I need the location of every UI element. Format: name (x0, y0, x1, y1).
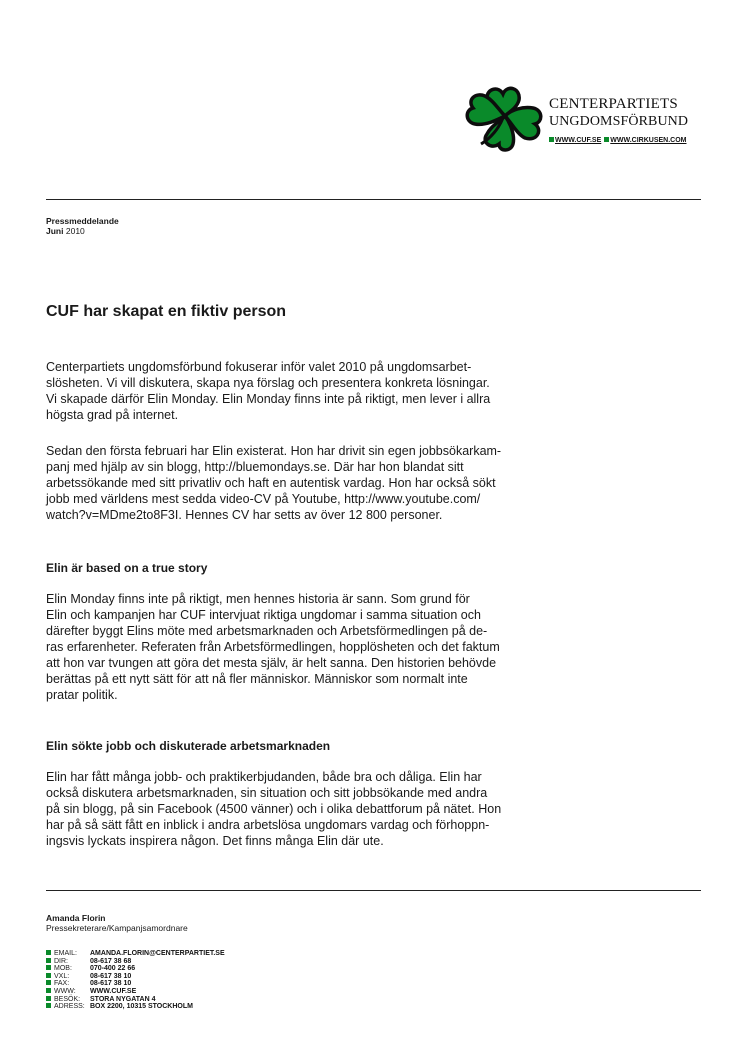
text-line: Elin Monday finns inte på riktigt, men hennes historia är sann. Som grund för (46, 592, 470, 606)
text-line: på sin blogg, på sin Facebook (4500 vänner) och i olika debattforum på nätet. Hon (46, 802, 502, 816)
text-line: panj med hjälp av sin blogg, http://bluemondays.se. Där har hon blandat sitt (46, 460, 464, 474)
date-month: Juni (46, 226, 64, 236)
contact-row-vxl (46, 973, 225, 981)
page-title: CUF har skapat en fiktiv person (46, 303, 287, 320)
contact-row-dir (46, 958, 225, 966)
green-square-icon (46, 950, 51, 955)
text-line: att hon var tvungen att göra det mesta själv, är helt sanna. Den historien behövde (46, 656, 497, 670)
section-paragraph-job-search (46, 769, 546, 849)
contact-value: BOX 2200, 10315 STOCKHOLM (90, 1003, 193, 1011)
contact-value[interactable]: AMANDA.FLORIN@CENTERPARTIET.SE (90, 950, 225, 957)
contact-list (46, 950, 225, 1011)
contact-label: ADRESS: (54, 1003, 85, 1011)
green-square-icon (46, 973, 51, 978)
contact-label: FAX: (54, 980, 70, 988)
contact-row-visit (46, 996, 225, 1004)
green-square-icon (46, 1003, 51, 1008)
text-line: ingsvis lyckats inspirera någon. Det finns många Elin där ute. (46, 834, 384, 848)
text-line: berättas på ett nytt sätt för att nå fler människor. Människor som normalt inte (46, 672, 468, 686)
document-type: Pressmeddelande (46, 216, 119, 226)
contact-value: 08-617 38 68 (90, 957, 132, 965)
green-square-icon (549, 137, 554, 142)
contact-row-email (46, 950, 225, 958)
section-heading-true-story: Elin är based on a true story (46, 561, 208, 575)
green-square-icon (604, 137, 609, 142)
green-square-icon (46, 965, 51, 970)
text-line: har på så sätt fått en inblick i andra arbetslösa ungdomars vardag och förhoppn- (46, 818, 490, 832)
four-leaf-clover-icon (463, 80, 547, 156)
link-cuf[interactable]: WWW.CUF.SE (555, 137, 602, 144)
text-line: jobb med världens mest sedda video-CV på Youtube, http://www.youtube.com/ (46, 492, 481, 506)
signature-name: Amanda Florin (46, 913, 106, 923)
text-line: Elin och kampanjen har CUF intervjuat riktiga ungdomar i samma situation och (46, 608, 481, 622)
link-cirkusen[interactable]: WWW.CIRKUSEN.COM (610, 137, 687, 144)
text-line: slösheten. Vi vill diskutera, skapa nya förslag och presentera konkreta lösningar. (46, 376, 490, 390)
green-square-icon (46, 996, 51, 1001)
text-line: högsta grad på internet. (46, 408, 179, 422)
text-line: också diskutera arbetsmarknaden, sin situation och sitt jobbsökande med andra (46, 786, 488, 800)
contact-row-mob (46, 965, 225, 973)
section-heading-job-search: Elin sökte jobb och diskuterade arbetsmarknaden (46, 739, 331, 753)
contact-row-www (46, 988, 225, 996)
header-links (549, 137, 690, 144)
green-square-icon (46, 988, 51, 993)
text-line: därefter byggt Elins möte med arbetsmarknaden och Arbetsförmedlingen på de- (46, 624, 488, 638)
document-date (46, 227, 85, 236)
contact-row-fax (46, 980, 225, 988)
contact-value: 08-617 38 10 (90, 980, 132, 988)
body-paragraph-2 (46, 443, 546, 523)
org-name-line1: CENTERPARTIETS (549, 96, 678, 112)
contact-label: EMAIL: (54, 950, 77, 957)
contact-value: 08-617 38 10 (90, 972, 132, 980)
contact-label: DIR: (54, 957, 68, 965)
intro-paragraph (46, 359, 546, 423)
text-line: Elin har fått många jobb- och praktikerbjudanden, både bra och dåliga. Elin har (46, 770, 482, 784)
contact-row-address (46, 1003, 225, 1011)
contact-label: MOB: (54, 965, 72, 973)
contact-value: STORA NYGATAN 4 (90, 995, 156, 1003)
text-line: Sedan den första februari har Elin existerat. Hon har drivit sin egen jobbsökarkam- (46, 444, 502, 458)
bottom-divider (46, 890, 701, 891)
top-divider (46, 199, 701, 200)
contact-value[interactable]: WWW.CUF.SE (90, 987, 137, 995)
text-line: watch?v=MDme2to8F3I. Hennes CV har setts av över 12 800 personer. (46, 508, 443, 522)
contact-label: BESÖK: (54, 995, 81, 1003)
org-name-line2: UNGDOMSFÖRBUND (549, 114, 689, 129)
contact-label: WWW: (54, 987, 76, 995)
section-paragraph-true-story (46, 591, 546, 703)
contact-label: VXL: (54, 972, 70, 980)
green-square-icon (46, 980, 51, 985)
text-line: Centerpartiets ungdomsförbund fokuserar inför valet 2010 på ungdomsarbet- (46, 360, 472, 374)
text-line: Vi skapade därför Elin Monday. Elin Monday finns inte på riktigt, men lever i allra (46, 392, 491, 406)
text-line: ras erfarenheter. Referaten från Arbetsförmedlingen, hopplösheten och det faktum (46, 640, 500, 654)
date-year: 2010 (65, 226, 85, 236)
contact-value: 070-400 22 66 (90, 965, 136, 973)
text-line: pratar politik. (46, 688, 118, 702)
green-square-icon (46, 958, 51, 963)
signature-role: Pressekreterare/Kampanjsamordnare (46, 923, 188, 933)
text-line: arbetssökande med sitt privatliv och haft en autentisk vardag. Hon har också sökt (46, 476, 496, 490)
